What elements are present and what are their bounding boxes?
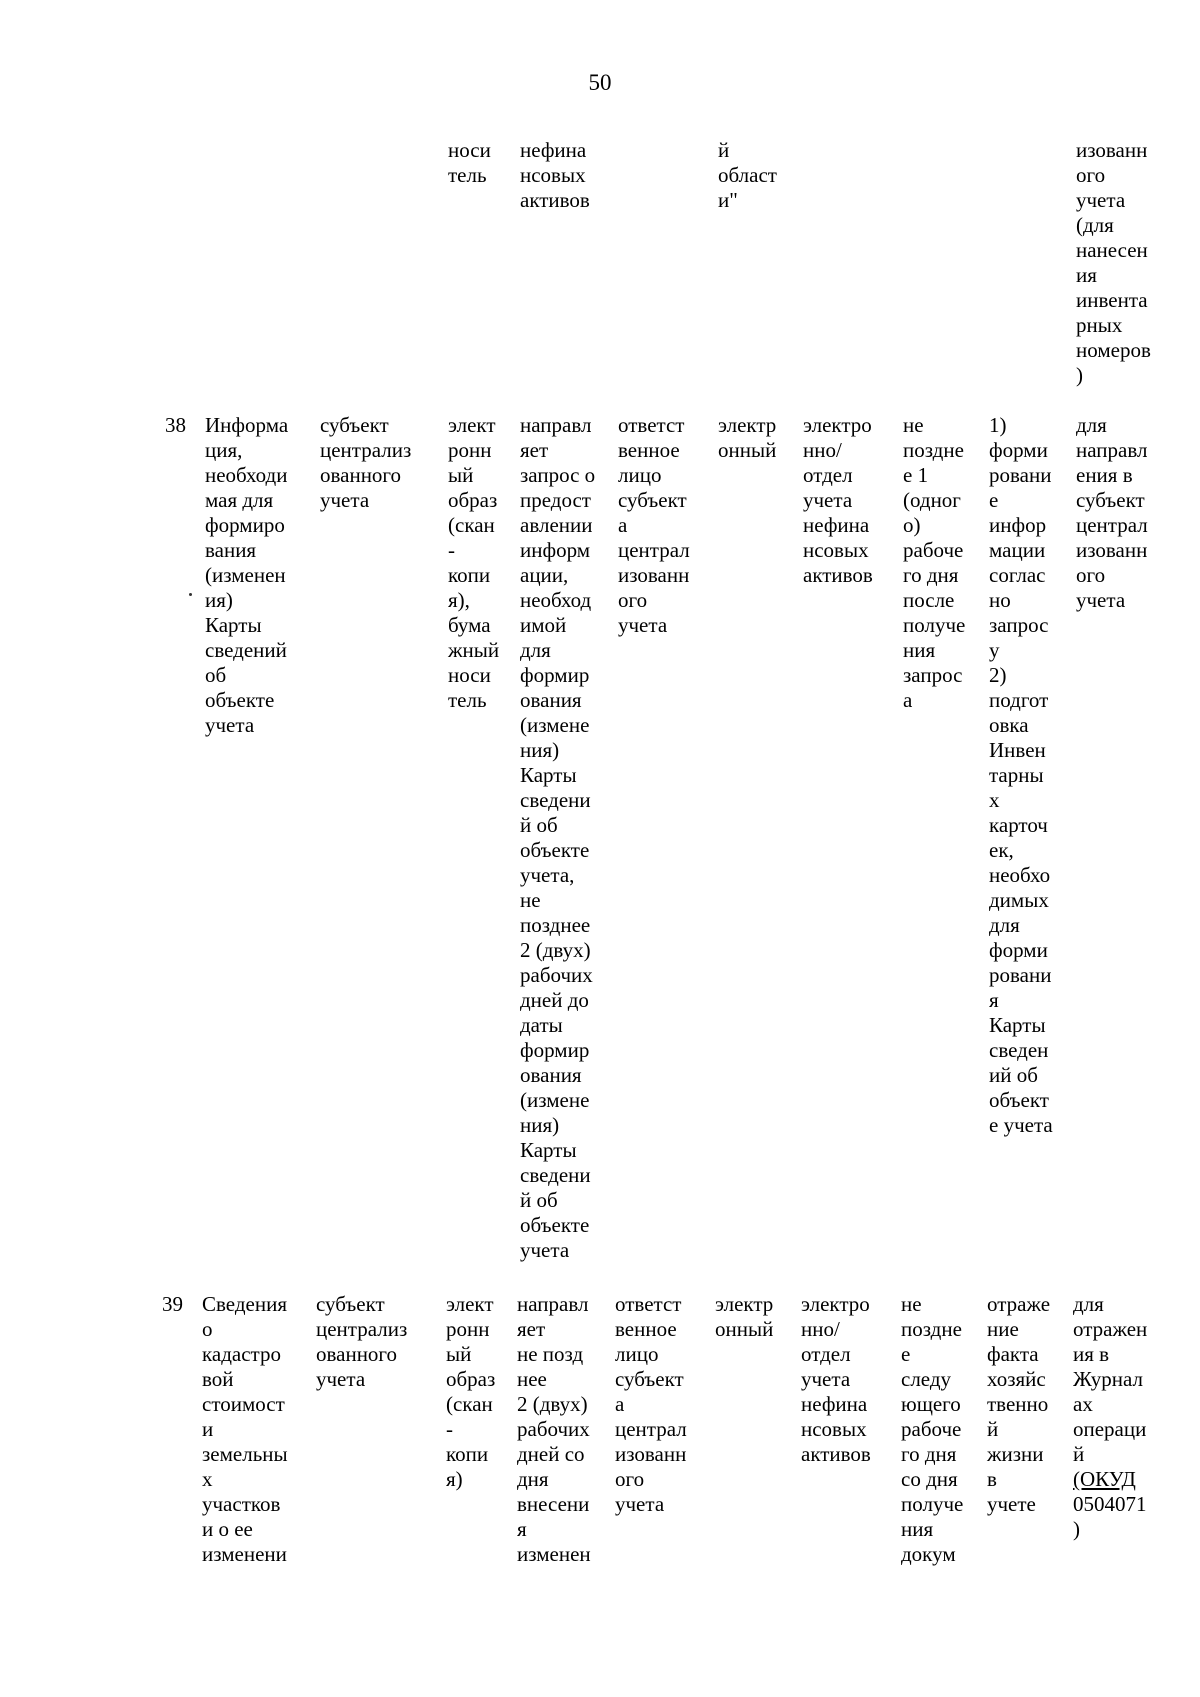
cell-action: нефина нсовых активов <box>520 138 590 212</box>
cell-processing: 1) форми ровани е инфор мации соглас но запрос у 2) подгот овка Инвен тарны х карточ ек, необхо димых для форми ровани я Карты сведен ий об объект е учета <box>989 413 1053 1137</box>
cell-medium: элект ронн ый образ (скан - копи я), бума жный носи тель <box>448 413 500 712</box>
cell-participant: субъект централиз ованного учета <box>320 413 412 512</box>
cell-number: 38 <box>165 413 186 437</box>
cell-medium: носи тель <box>448 138 491 187</box>
cell-format: электр онный <box>718 413 777 462</box>
cell-format: электр онный <box>715 1292 774 1341</box>
cell-responsible: ответст венное лицо субъект а централ изованн ого учета <box>618 413 690 637</box>
cell-purpose: для направл ения в субъект централ изованн ого учета <box>1076 413 1148 612</box>
cell-participant: субъект централиз ованного учета <box>316 1292 408 1391</box>
okud-code-label: (ОКУД <box>1073 1467 1136 1491</box>
cell-deadline: не поздне е следу ющего рабоче го дня со дня получе ния докум <box>901 1292 964 1566</box>
cell-number: 39 <box>162 1292 183 1316</box>
page-number: 50 <box>588 70 612 95</box>
cell-processing: отраже ние факта хозяйс твенно й жизни в учете <box>987 1292 1051 1516</box>
cell-medium: элект ронн ый образ (скан - копи я) <box>446 1292 496 1491</box>
cell-responsible: ответст венное лицо субъект а централ изованн ого учета <box>615 1292 687 1516</box>
cell-action: направл яет запрос о предост авлении информ ации, необход имой для формир ования (измене ния) Карты сведени й об объекте учета, не позднее 2 (двух) рабочих дней до даты формир ования (измене ния) Карты сведени й об объекте учета <box>520 413 596 1262</box>
cell-info-name: Сведения о кадастро вой стоимост и земельны х участков и о ее изменени <box>202 1292 288 1566</box>
cell-action: направл яет не позд нее 2 (двух) рабочих дней со дня внесени я изменен <box>517 1292 591 1566</box>
cell-recipient: электро нно/ отдел учета нефина нсовых активов <box>801 1292 871 1466</box>
cell-recipient: электро нно/ отдел учета нефина нсовых активов <box>803 413 873 587</box>
cell-info-name: Информа ция, необходи мая для формиро вания (изменен ия) Карты сведений об объекте учета <box>205 413 289 737</box>
cell-purpose: изованн ого учета (для нанесен ия инвента рных номеров ) <box>1076 138 1151 387</box>
cell-purpose: для отражен ия в Журнал ах операци й (ОКУД 0504071 ) <box>1073 1292 1148 1541</box>
cell-deadline: не поздне е 1 (одног о) рабоче го дня после получе ния запрос а <box>903 413 966 712</box>
cell-format: й област и" <box>718 138 777 212</box>
scan-speck <box>189 593 192 596</box>
